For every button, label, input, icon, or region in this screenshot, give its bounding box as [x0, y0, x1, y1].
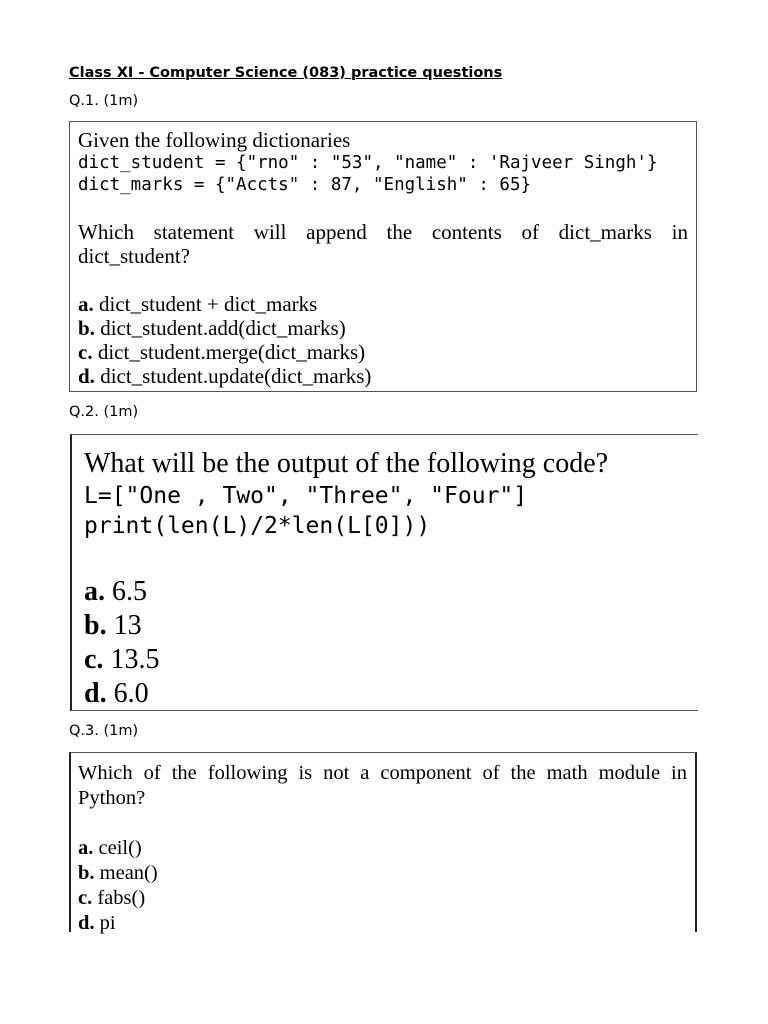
option-text: 13.5 [110, 644, 160, 675]
question-2-code-line-2: print(len(L)/2*len(L[0])) [84, 513, 431, 539]
option-text: mean() [99, 862, 158, 884]
option-text: fabs() [97, 887, 146, 909]
question-1-option-b [78, 316, 688, 340]
option-text: dict_student + dict_marks [99, 292, 318, 316]
question-2-option-c [84, 643, 686, 677]
option-letter: a. [78, 837, 94, 859]
question-1-box [69, 121, 697, 392]
question-3-option-b [78, 861, 687, 886]
question-2-intro: What will be the output of the following code? [84, 448, 609, 479]
option-letter: c. [78, 340, 93, 364]
question-2-option-a [84, 575, 686, 609]
option-letter: d. [78, 912, 95, 934]
question-1-text-line-2: dict_student? [78, 244, 190, 268]
question-1-label: Q.1. (1m) [69, 93, 139, 109]
question-3-label: Q.3. (1m) [69, 723, 139, 739]
option-text: dict_student.merge(dict_marks) [97, 340, 366, 364]
option-letter: d. [78, 364, 95, 388]
option-text: dict_student.add(dict_marks) [100, 316, 346, 340]
document-title: Class XI - Computer Science (083) practice questions [69, 65, 503, 81]
question-3-box [69, 752, 697, 932]
question-1-code-line-1: dict_student = {"rno" : "53", "name" : 'Rajveer Singh'} [78, 153, 658, 173]
question-1-text-line-1: Which statement will append the contents of dict_marks in [78, 220, 688, 244]
question-2-code-line-1: L=["One , Two", "Three", "Four"] [84, 483, 528, 509]
question-1-intro: Given the following dictionaries [78, 128, 351, 152]
question-1-option-c [78, 340, 688, 364]
question-3-option-a [78, 836, 687, 861]
option-text: 6.5 [112, 576, 147, 607]
question-1-code-line-2: dict_marks = {"Accts" : 87, "English" : 65} [78, 175, 532, 195]
option-letter: b. [78, 862, 95, 884]
option-text: pi [99, 912, 116, 934]
question-1-option-a [78, 292, 688, 316]
option-letter: c. [78, 887, 93, 909]
question-3-text-line-1: Which of the following is not a component of the math module in [78, 762, 687, 784]
option-letter: d. [84, 678, 107, 709]
option-letter: b. [78, 316, 95, 340]
question-2-option-b [84, 609, 686, 643]
question-2-label: Q.2. (1m) [69, 404, 139, 420]
question-3-option-c [78, 886, 687, 911]
option-letter: a. [84, 576, 105, 607]
question-3-text-line-2: Python? [78, 787, 146, 809]
question-2-option-d [84, 677, 686, 711]
option-text: 13 [113, 610, 142, 641]
option-text: 6.0 [113, 678, 149, 709]
option-letter: b. [84, 610, 107, 641]
question-3-option-d [78, 911, 687, 936]
option-letter: a. [78, 292, 94, 316]
option-letter: c. [84, 644, 104, 675]
question-1-option-d [78, 364, 688, 388]
option-text: dict_student.update(dict_marks) [100, 364, 372, 388]
question-2-box [70, 434, 698, 711]
option-text: ceil() [98, 837, 142, 859]
